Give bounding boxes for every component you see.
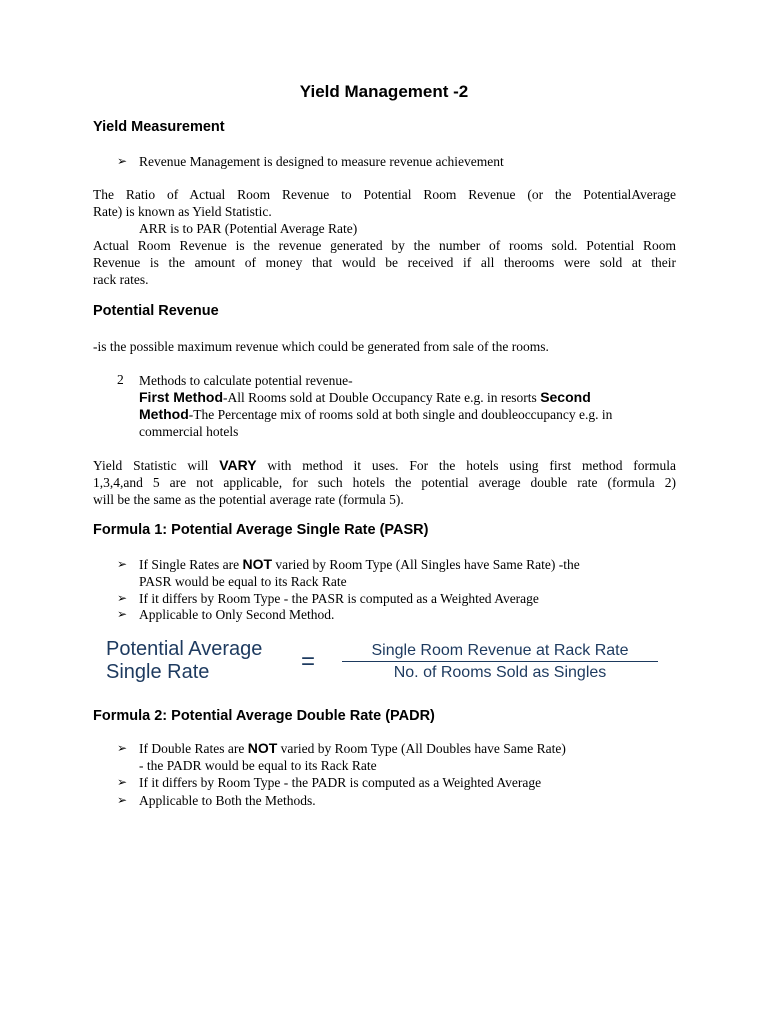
second-method-label: Second: [540, 389, 591, 405]
first-method-line: [139, 389, 679, 406]
bullet-text-part: If Single Rates are: [139, 557, 243, 572]
heading-potential-revenue: Potential Revenue: [93, 303, 219, 319]
bullet-text: [139, 556, 580, 573]
bullet-text-part: varied by Room Type (All Singles have Same Rate) -the: [272, 557, 580, 572]
first-method-label: First Method: [139, 389, 223, 405]
heading-formula-1: Formula 1: Potential Average Single Rate (PASR): [93, 522, 429, 538]
formula-numerator: Single Room Revenue at Rack Rate: [342, 642, 658, 662]
vary-emphasis: VARY: [219, 457, 257, 473]
second-method-line: [139, 406, 684, 423]
yield-text: with method it uses. For the hotels using first method formula: [256, 458, 677, 473]
yield-text: Yield Statistic will: [93, 458, 220, 473]
paragraph-line: Revenue is the amount of money that would be received if all therooms were sold at their: [93, 255, 676, 270]
bullet-text: Applicable to Only Second Method.: [139, 607, 335, 622]
paragraph-line: 1,3,4,and 5 are not applicable, for such hotels the potential average double rate (formula 2): [93, 475, 676, 490]
not-emphasis: NOT: [247, 740, 278, 756]
paragraph-line: will be the same as the potential average rate (formula 5).: [93, 492, 404, 507]
arrow-bullet-icon: ➢: [117, 557, 128, 571]
bullet-text: Applicable to Both the Methods.: [139, 793, 316, 808]
paragraph-line: Actual Room Revenue is the revenue generated by the number of rooms sold. Potential Room: [93, 238, 676, 253]
heading-formula-2: Formula 2: Potential Average Double Rate (PADR): [93, 708, 435, 724]
formula-denominator: No. of Rooms Sold as Singles: [393, 664, 607, 681]
paragraph-line: Rate) is known as Yield Statistic.: [93, 204, 272, 219]
paragraph-line: -is the possible maximum revenue which could be generated from sale of the rooms.: [93, 339, 549, 354]
bullet-text: - the PADR would be equal to its Rack Rate: [139, 758, 377, 773]
formula-equals: =: [301, 648, 316, 675]
arrow-bullet-icon: ➢: [117, 607, 128, 621]
list-number: 2: [117, 372, 124, 387]
bullet-text: PASR would be equal to its Rack Rate: [139, 574, 347, 589]
bullet-text: If it differs by Room Type - the PADR is computed as a Weighted Average: [139, 775, 542, 790]
bullet-text-part: If Double Rates are: [139, 741, 248, 756]
paragraph-line: The Ratio of Actual Room Revenue to Potential Room Revenue (or the PotentialAverage: [93, 187, 676, 202]
first-method-text: -All Rooms sold at Double Occupancy Rate e.g. in resorts: [223, 390, 541, 405]
bullet-text-part: varied by Room Type (All Doubles have Same Rate): [277, 741, 566, 756]
paragraph-line: rack rates.: [93, 272, 149, 287]
paragraph-line: commercial hotels: [139, 424, 239, 439]
arrow-bullet-icon: ➢: [117, 154, 128, 168]
arrow-bullet-icon: ➢: [117, 793, 128, 807]
formula-lhs: [106, 638, 262, 684]
heading-yield-measurement: Yield Measurement: [93, 119, 225, 135]
second-method-label: Method: [139, 406, 189, 422]
arrow-bullet-icon: ➢: [117, 775, 128, 789]
formula-lhs-line: Single Rate: [106, 661, 210, 683]
paragraph-line: ARR is to PAR (Potential Average Rate): [139, 221, 358, 236]
formula-lhs-line: Potential Average: [106, 638, 263, 660]
not-emphasis: NOT: [242, 556, 273, 572]
arrow-bullet-icon: ➢: [117, 591, 128, 605]
bullet-text: [139, 740, 566, 757]
second-method-text: -The Percentage mix of rooms sold at both single and doubleoccupancy e.g. in: [188, 407, 613, 422]
page-title: Yield Management -2: [299, 82, 469, 101]
yield-line: [93, 457, 676, 474]
bullet-text: Revenue Management is designed to measure revenue achievement: [139, 154, 504, 169]
bullet-text: If it differs by Room Type - the PASR is computed as a Weighted Average: [139, 591, 539, 606]
arrow-bullet-icon: ➢: [117, 741, 128, 755]
methods-intro: Methods to calculate potential revenue-: [139, 373, 353, 388]
